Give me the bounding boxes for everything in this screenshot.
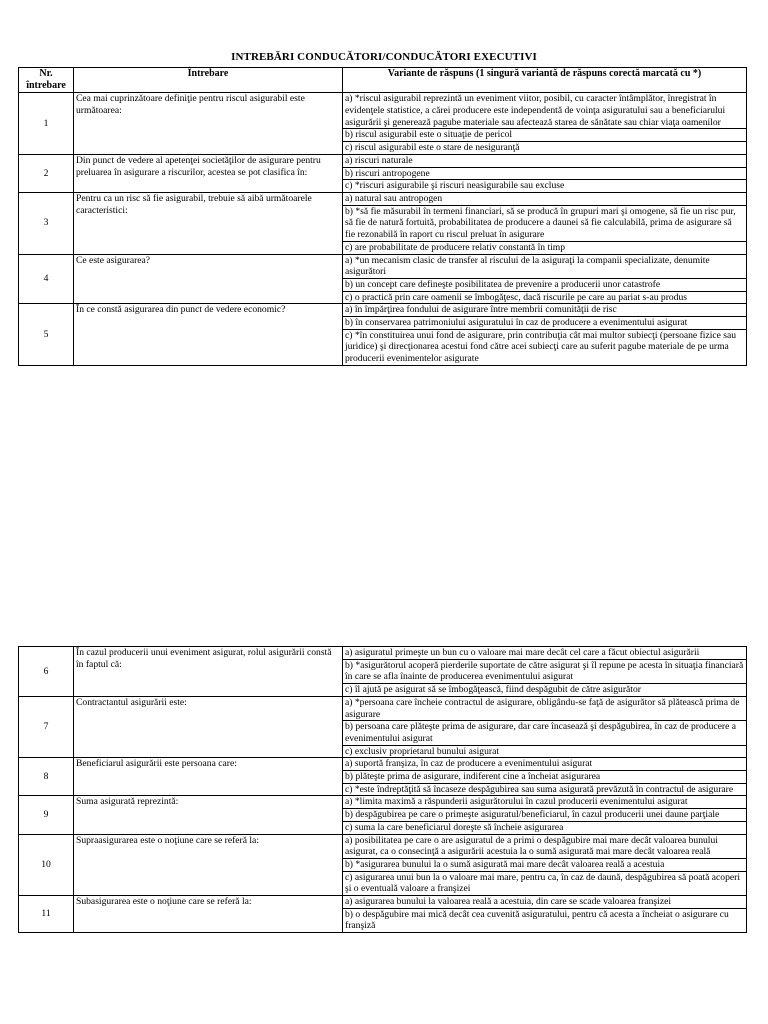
question-number: 1 bbox=[19, 93, 74, 155]
answer-option: b) un concept care defineşte posibilitatea de prevenire a producerii unor catastrofe bbox=[343, 278, 747, 291]
question-text: Cea mai cuprinzătoare definiţie pentru riscul asigurabil este următoarea: bbox=[74, 93, 343, 155]
question-text: În cazul producerii unui eveniment asigurat, rolul asigurării constă în faptul că: bbox=[74, 647, 343, 697]
answer-option: b) plăteşte prima de asigurare, indiferent cine a încheiat asigurarea bbox=[343, 771, 747, 784]
answer-option: a) suportă franşiza, în caz de producere a evenimentului asigurat bbox=[343, 758, 747, 771]
question-number: 10 bbox=[19, 834, 74, 896]
answer-option: c) *în constituirea unui fond de asigurare, prin contribuţia cât mai multor subiecţi (persoane fizice sau juridice) şi direcţionarea acestui fond către acei subiecţi care au suferit pagube materiale de pe urma producerii evenimentelor asigurate bbox=[343, 329, 747, 365]
table-header-row bbox=[19, 68, 747, 93]
answer-option: c) are probabilitate de producere relativ constantă în timp bbox=[343, 241, 747, 254]
question-text: Din punct de vedere al apetenţei societăţilor de asigurare pentru preluarea în asigurare a riscurilor, acestea se pot clasifica în: bbox=[74, 154, 343, 192]
question-text: Contractantul asigurării este: bbox=[74, 696, 343, 758]
table-row bbox=[19, 154, 747, 167]
question-number: 2 bbox=[19, 154, 74, 192]
answer-option: b) o despăgubire mai mică decât cea cuvenită asiguratului, pentru că acesta a încheiat o asigurare cu franşiză bbox=[343, 908, 747, 932]
answer-option: a) *persoana care încheie contractul de asigurare, obligându-se faţă de asigurător să plătească prima de asigurare bbox=[343, 696, 747, 720]
answer-option: c) îl ajută pe asigurat să se îmbogăţească, fiind despăgubit de către asigurător bbox=[343, 684, 747, 697]
table-row bbox=[19, 696, 747, 720]
table-row bbox=[19, 796, 747, 809]
table-row bbox=[19, 254, 747, 278]
question-number: 8 bbox=[19, 758, 74, 796]
answer-option: a) asiguratul primeşte un bun cu o valoare mai mare decât cel care a făcut obiectul asigurării bbox=[343, 647, 747, 660]
questions-table-2 bbox=[18, 646, 747, 933]
answer-option: a) în împărţirea fondului de asigurare între membrii comunităţii de risc bbox=[343, 304, 747, 317]
header-nr: Nr. întrebare bbox=[19, 68, 74, 93]
answer-option: b) în conservarea patrimoniului asiguratului în caz de producere a evenimentului asigurat bbox=[343, 317, 747, 330]
question-number: 11 bbox=[19, 896, 74, 933]
question-number: 9 bbox=[19, 796, 74, 834]
answer-option: b) despăgubirea pe care o primeşte asiguratul/beneficiarul, în cazul producerii unei daune parţiale bbox=[343, 809, 747, 822]
question-text: Subasigurarea este o noţiune care se referă la: bbox=[74, 896, 343, 933]
answer-option: b) riscuri antropogene bbox=[343, 167, 747, 180]
question-text: Supraasigurarea este o noţiune care se referă la: bbox=[74, 834, 343, 896]
answer-option: a) natural sau antropogen bbox=[343, 193, 747, 206]
table-row bbox=[19, 193, 747, 206]
answer-option: c) suma la care beneficiarul doreşte să încheie asigurarea bbox=[343, 821, 747, 834]
answer-option: a) *riscul asigurabil reprezintă un eveniment viitor, posibil, cu caracter întâmplător, înregistrat în evidenţele statistice, a cărei producere este independentă de voinţa asiguratului sau a beneficiarului asigurării şi generează pagube materiale sau afectează starea de sănătate sau chiar viaţa oamenilor bbox=[343, 93, 747, 129]
answer-option: a) *un mecanism clasic de transfer al riscului de la asiguraţi la companii specializate, denumite asigurători bbox=[343, 254, 747, 278]
table-row bbox=[19, 647, 747, 660]
answer-option: b) *asigurătorul acoperă pierderile suportate de către asigurat şi îl repune pe acesta în situaţia financiară în care se afla înainte de producerea evenimentului asigurat bbox=[343, 659, 747, 683]
answer-option: a) posibilitatea pe care o are asiguratul de a primi o despăgubire mai mare decât valoarea bunului asigurat, ca o consecinţă a asigurării acestuia la o sumă asigurată mai mare decât valoarea reală bbox=[343, 834, 747, 858]
question-text: Pentru ca un risc să fie asigurabil, trebuie să aibă următoarele caracteristici: bbox=[74, 193, 343, 255]
answer-option: c) o practică prin care oamenii se îmbogăţesc, dacă riscurile pe care au pariat s-au produs bbox=[343, 291, 747, 304]
answer-option: c) *riscuri asigurabile şi riscuri neasigurabile sau excluse bbox=[343, 180, 747, 193]
answer-option: b) *să fie măsurabil în termeni financiari, să se producă în grupuri mari şi omogene, să fie un risc pur, să fie de natură fortuită, probabilitatea de producere a daunei să fie calculabilă, prima de asigurare să fie rezonabilă în raport cu riscul preluat în asigurare bbox=[343, 205, 747, 241]
answer-option: b) riscul asigurabil este o situaţie de pericol bbox=[343, 129, 747, 142]
answer-option: a) riscuri naturale bbox=[343, 154, 747, 167]
question-number: 5 bbox=[19, 304, 74, 366]
answer-option: c) riscul asigurabil este o stare de nesiguranţă bbox=[343, 142, 747, 155]
page-title: INTREBĂRI CONDUCĂTORI/CONDUCĂTORI EXECUTIVI bbox=[231, 51, 537, 63]
question-number: 3 bbox=[19, 193, 74, 255]
header-answers: Variante de răspuns (1 singură variantă de răspuns corectă marcată cu *) bbox=[343, 68, 747, 93]
header-question: Întrebare bbox=[74, 68, 343, 93]
question-number: 7 bbox=[19, 696, 74, 758]
question-number: 6 bbox=[19, 647, 74, 697]
question-number: 4 bbox=[19, 254, 74, 304]
answer-option: b) persoana care plăteşte prima de asigurare, dar care încasează şi despăgubirea, în caz de producere a evenimentului asigurat bbox=[343, 721, 747, 745]
table-row bbox=[19, 896, 747, 909]
questions-table-1 bbox=[18, 67, 747, 366]
answer-option: a) asigurarea bunului la valoarea reală a acestuia, din care se scade valoarea franşizei bbox=[343, 896, 747, 909]
question-text: Beneficiarul asigurării este persoana care: bbox=[74, 758, 343, 796]
answer-option: c) exclusiv proprietarul bunului asigurat bbox=[343, 745, 747, 758]
question-text: Ce este asigurarea? bbox=[74, 254, 343, 304]
question-text: Suma asigurată reprezintă: bbox=[74, 796, 343, 834]
answer-option: c) asigurarea unui bun la o valoare mai mare, pentru ca, în caz de daună, despăgubirea să poată acoperi şi o eventuală valoare a franşizei bbox=[343, 871, 747, 895]
answer-option: a) *limita maximă a răspunderii asigurătorului în cazul producerii evenimentului asigurat bbox=[343, 796, 747, 809]
table-row bbox=[19, 758, 747, 771]
question-text: În ce constă asigurarea din punct de vedere economic? bbox=[74, 304, 343, 366]
table-row bbox=[19, 834, 747, 858]
table-row bbox=[19, 304, 747, 317]
answer-option: c) *este îndreptăţită să încaseze despăgubirea sau suma asigurată prevăzută în contractul de asigurare bbox=[343, 783, 747, 796]
table-row bbox=[19, 93, 747, 129]
answer-option: b) *asigurarea bunului la o sumă asigurată mai mare decât valoarea reală a acestuia bbox=[343, 858, 747, 871]
